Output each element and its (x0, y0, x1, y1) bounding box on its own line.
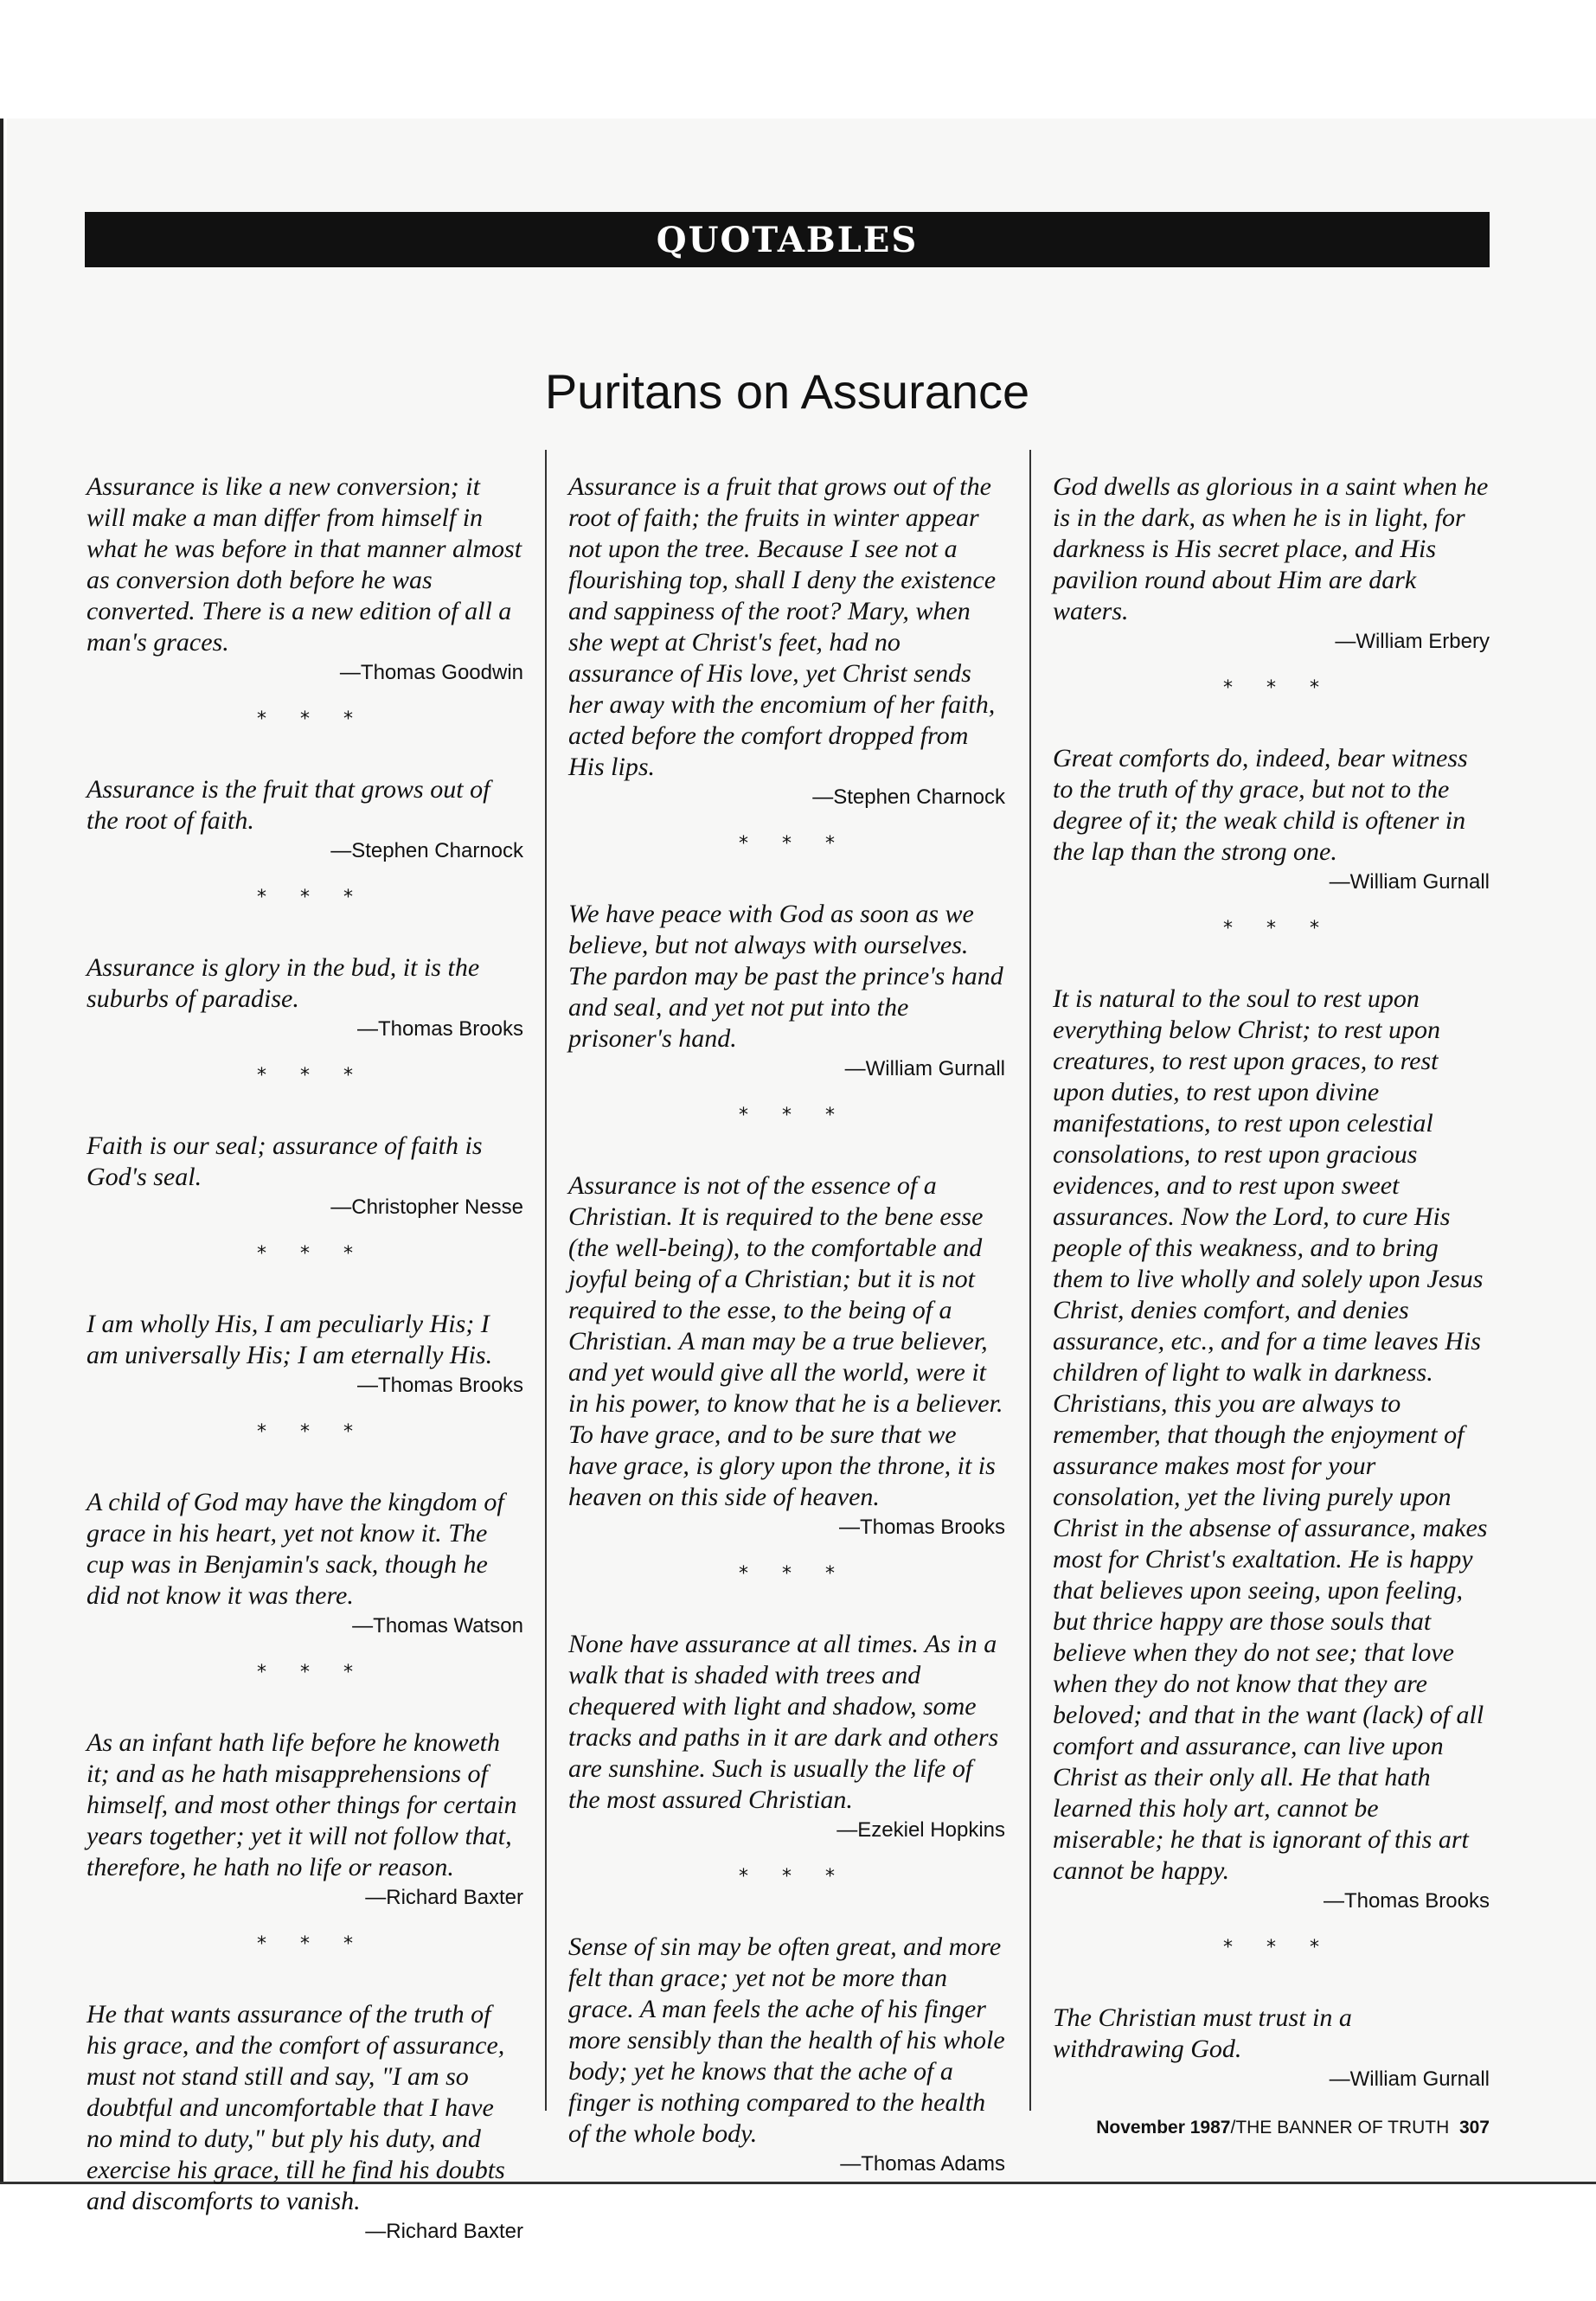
quote-author: — Thomas Brooks (1053, 1888, 1490, 1914)
section-banner-label: QUOTABLES (656, 219, 919, 260)
quote-block (87, 1727, 523, 1911)
quote-separator: * * * (1223, 677, 1333, 699)
quote-author: — Thomas Adams (568, 2151, 1005, 2177)
quote-block (568, 471, 1005, 811)
quote-block (87, 952, 523, 1042)
quote-separator: * * * (739, 833, 849, 855)
quote-block (87, 471, 523, 686)
column-right (1053, 471, 1490, 2093)
quote-text: A child of God may have the kingdom of grace in his heart, yet not know it. The cup was in Benjamin's sack, though he did not know it was there. (87, 1488, 504, 1610)
quote-text: Assurance is glory in the bud, it is the suburbs of paradise. (87, 953, 480, 1013)
quote-author: — Stephen Charnock (87, 838, 523, 864)
quote-text: Assurance is like a new conversion; it will make a man differ from himself in what he was before in that manner almost as conversion doth before he was converted. There is a new edition of all a man's graces. (87, 472, 522, 657)
quote-block (568, 1629, 1005, 1843)
quote-text: Assurance is not of the essence of a Christian. It is required to the bene esse (the well-being), to the comfortable and joyful being of a Christian; but it is not required to the esse, to the being of a Christian. A man may be a true believer, and yet would give all the world, were it in his power, to know that he is a believer. To have grace, and to be sure that we have grace, is glory upon the throne, it is heaven on this side of heaven. (568, 1171, 1003, 1511)
quote-separator: * * * (1223, 918, 1333, 939)
quote-block (1053, 471, 1490, 655)
quote-text: He that wants assurance of the truth of his grace, and the comfort of assurance, must not stand still and say, "I am so doubtful and uncomfortable that I have no mind to duty," but ply his duty, and exercise his grace, till he find his doubts and discomforts to vanish. (87, 2000, 505, 2215)
quote-separator: * * * (257, 887, 367, 908)
quote-author: — Thomas Goodwin (87, 660, 523, 686)
quote-author: — Ezekiel Hopkins (568, 1817, 1005, 1843)
quote-text: God dwells as glorious in a saint when he is in the dark, as when he is in light, for darkness is His secret place, and His pavilion round about Him are dark waters. (1053, 472, 1489, 625)
quote-block (87, 1487, 523, 1639)
quote-text: I am wholly His, I am peculiarly His; I am universally His; I am eternally His. (87, 1310, 493, 1369)
quote-separator: * * * (1223, 1937, 1333, 1958)
quote-separator: * * * (257, 1933, 367, 1955)
quote-block (87, 1309, 523, 1399)
footer-date: November 1987 (1096, 2118, 1231, 2138)
quote-separator: * * * (257, 1243, 367, 1265)
quote-author: — Thomas Brooks (87, 1016, 523, 1042)
column-divider (1029, 450, 1031, 2111)
quote-separator: * * * (257, 1065, 367, 1086)
footer-slash: / (1230, 2118, 1236, 2138)
quote-text: The Christian must trust in a withdrawing God. (1053, 2003, 1352, 2063)
quote-text: We have peace with God as soon as we believe, but not always with ourselves. The pardon may be past the prince's hand and seal, and yet not put into the prisoner's hand. (568, 900, 1003, 1053)
quote-author: — William Erbery (1053, 629, 1490, 655)
quote-author: — Thomas Brooks (568, 1515, 1005, 1541)
quote-separator: * * * (739, 1866, 849, 1888)
quote-block (1053, 2003, 1490, 2093)
quote-author: — Thomas Watson (87, 1613, 523, 1639)
quote-author: — William Gurnall (568, 1056, 1005, 1082)
quote-author: — Richard Baxter (87, 1885, 523, 1911)
quote-text: Faith is our seal; assurance of faith is God's seal. (87, 1131, 483, 1191)
section-banner (85, 212, 1490, 267)
page-footer (900, 2118, 1490, 2138)
quote-separator: * * * (257, 708, 367, 730)
footer-page-number: 307 (1458, 2118, 1490, 2138)
quote-author: — Christopher Nesse (87, 1195, 523, 1221)
quote-text: Sense of sin may be often great, and more felt than grace; yet not be more than grace. A man feels the ache of his finger more sensibly than the health of his whole body; yet he knows that the ache of a finger is nothing compared to the health of the whole body. (568, 1932, 1005, 2148)
quote-block (1053, 743, 1490, 895)
quote-block (87, 1131, 523, 1221)
quote-block (568, 1170, 1005, 1541)
quote-separator: * * * (739, 1563, 849, 1585)
quote-text: Assurance is the fruit that grows out of the root of faith. (87, 775, 490, 835)
quote-text: None have assurance at all times. As in a walk that is shaded with trees and chequered with light and shadow, some tracks and paths in it are dark and others are sunshine. Such is usually the life of the most assured Christian. (568, 1630, 999, 1814)
column-left (87, 471, 523, 2245)
quote-block (87, 774, 523, 864)
column-middle (568, 471, 1005, 2177)
page-edge-left (0, 119, 3, 2184)
quote-author: — William Gurnall (1053, 2067, 1490, 2093)
column-divider (545, 450, 547, 2111)
quote-block (568, 899, 1005, 1082)
quote-author: — Richard Baxter (87, 2219, 523, 2245)
quote-block (87, 1999, 523, 2245)
quote-block (568, 1932, 1005, 2177)
quote-block (1053, 984, 1490, 1914)
footer-publication: THE BANNER OF TRUTH (1235, 2118, 1450, 2138)
quote-separator: * * * (739, 1105, 849, 1126)
quote-separator: * * * (257, 1662, 367, 1683)
quote-author: — Thomas Brooks (87, 1373, 523, 1399)
quote-text: It is natural to the soul to rest upon everything below Christ; to rest upon creatures, to rest upon graces, to rest upon duties, to rest upon divine manifestations, to rest upon celestial consolations, to rest upon gracious evidences, and to rest upon sweet assurances. Now the Lord, to cure His people of this weakness, and to bring them to live wholly and solely upon Jesus Christ, denies comfort, and denies assurance, etc., and for a time leaves His children of light to walk in darkness. Christians, this you are always to remember, that though the enjoyment of assurance makes most for your consolation, yet the living purely upon Christ in the absense of assurance, makes most for Christ's exaltation. He is happy that believes upon seeing, upon feeling, but thrice happy are those souls that believe when they do not see; that love when they do not know that they are beloved; and that in the want (lack) of all comfort and assurance, can live upon Christ as their only all. He that hath learned this holy art, cannot be miserable; he that is ignorant of this art cannot be happy. (1053, 984, 1488, 1885)
quote-text: As an infant hath life before he knoweth it; and as he hath misapprehensions of himself, and most other things for certain years together; yet it will not follow that, therefore, he hath no life or reason. (87, 1728, 517, 1881)
quote-text: Great comforts do, indeed, bear witness to the truth of thy grace, but not to the degree of it; the weak child is oftener in the lap than the strong one. (1053, 744, 1468, 866)
quote-separator: * * * (257, 1421, 367, 1443)
quote-author: — Stephen Charnock (568, 785, 1005, 811)
article-title: Puritans on Assurance (544, 364, 1030, 419)
quote-text: Assurance is a fruit that grows out of the root of faith; the fruits in winter appear not upon the tree. Because I see not a flourishing top, shall I deny the existence and sappiness of the root? Mary, when she wept at Christ's feet, had no assurance of His love, yet Christ sends her away with the encomium of her faith, acted before the comfort dropped from His lips. (568, 472, 997, 781)
quote-author: — William Gurnall (1053, 869, 1490, 895)
